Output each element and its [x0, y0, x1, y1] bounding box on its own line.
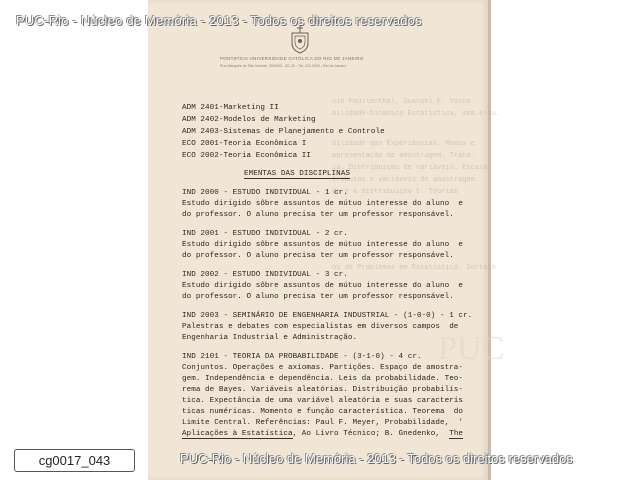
section-title [244, 170, 350, 179]
bleed-line: nio Paullenthal, Suanuel E. Vasco [332, 98, 471, 106]
course-item: ECO 2002-Teoria Econômica II [182, 152, 311, 160]
section-title-text: EMENTAS DAS DISCIPLINAS [244, 170, 350, 178]
bleed-line: os de Problemas em Estatística. Sorteio [332, 264, 496, 272]
ementa-text-last [182, 430, 463, 439]
course-item: ADM 2402-Modelos de Marketing [182, 116, 316, 124]
ementa-text: Estudo dirigido sôbre assuntos de mútuo interesse do aluno e [182, 241, 464, 249]
puc-bleed-text: PUC [438, 330, 505, 367]
course-item: ECO 2001-Teoria Econômica I [182, 140, 307, 148]
document-id-label: cg0017_043 [14, 449, 135, 472]
ementa-heading: IND 2101 - TEORIA DA PROBABILIDADE - (3-1-0) - 4 cr. [182, 353, 422, 361]
bleed-line: apresentação de amostragem. Trata- [332, 152, 475, 160]
ementa-text: Engenharia Industrial e Administração. [182, 334, 358, 342]
university-crest-icon [288, 24, 312, 54]
ementa-text: Conjuntos. Operações e axiomas. Partições. Espaço de amostra- [182, 364, 464, 372]
ementa-heading: IND 2003 - SEMINÁRIO DE ENGENHARIA INDUSTRIAL - (1-0-0) - 1 cr. [182, 312, 473, 320]
ementa-text-fragment: , Ao Livro Técnico; B. Gnedenko, [292, 430, 450, 438]
course-item: ADM 2401-Marketing II [182, 104, 279, 112]
book-title: Aplicações à Estatística [182, 430, 293, 438]
ementa-text: tica. Expectância de uma variável aleatória e suas caracterís [182, 397, 464, 405]
course-item: ADM 2403-Sistemas de Planejamento e Controle [182, 128, 385, 136]
ementa-heading: IND 2000 - ESTUDO INDIVIDUAL - 1 cr. [182, 189, 348, 197]
ementa-text: do professor. O aluno precisa ter um professor responsável. [182, 293, 454, 301]
ementa-text: rema de Bayes. Variáveis aleatórias. Distribuição probabilís- [182, 386, 464, 394]
ementa-text: Limite Central. Referências: Paul F. Meyer, Probabilidade, ' [182, 419, 464, 427]
ementa-text: Palestras e debates com especialistas em diversos campos de [182, 323, 459, 331]
ementa-text: Estudo dirigido sôbre assuntos de mútuo interesse do aluno e [182, 200, 464, 208]
bleed-line: de e a distribuição t. Teorias [332, 188, 459, 196]
ementa-heading: IND 2002 - ESTUDO INDIVIDUAL - 3 cr. [182, 271, 348, 279]
left-margin [0, 0, 148, 480]
book-title-start: The [449, 430, 464, 438]
ementa-text: ticas numéricas. Momento e função característica. Teorema do [182, 408, 464, 416]
ementa-heading: IND 2001 - ESTUDO INDIVIDUAL - 2 cr. [182, 230, 348, 238]
ementa-text: gem. Independência e dependência. Leis da probabilidade. Teo- [182, 375, 464, 383]
letterhead-address: Rua Marquês de São Vicente, 209/263 - ZC-20 - Tel. 247-9033 - Rio de Janeiro [220, 64, 347, 68]
right-margin [491, 0, 640, 480]
bleed-line: bilidade das Experiências. Modos e [332, 140, 475, 148]
bleed-line: bilidade-Dinâmico Estatística, sem.elou. [332, 110, 501, 118]
letterhead-title: PONTIFÍCIA UNIVERSIDADE CATÓLICA DO RIO DE JANEIRO [220, 56, 364, 61]
ementa-text: do professor. O aluno precisa ter um professor responsável. [182, 211, 454, 219]
bleed-line: tributos e variáveis de amostragem. [332, 176, 480, 184]
watermark-bottom: PUC-Rio - Núcleo de Memória - 2013 - Todos os direitos reservados [180, 451, 573, 466]
ementa-text: do professor. O aluno precisa ter um professor responsável. [182, 252, 454, 260]
ementa-text: Estudo dirigido sôbre assuntos de mútuo interesse do aluno e [182, 282, 464, 290]
watermark-top: PUC-Rio - Núcleo de Memória - 2013 - Todos os direitos reservados [16, 13, 422, 28]
bleed-line: ia. Distribuição de variáveis. Escala [332, 164, 488, 172]
